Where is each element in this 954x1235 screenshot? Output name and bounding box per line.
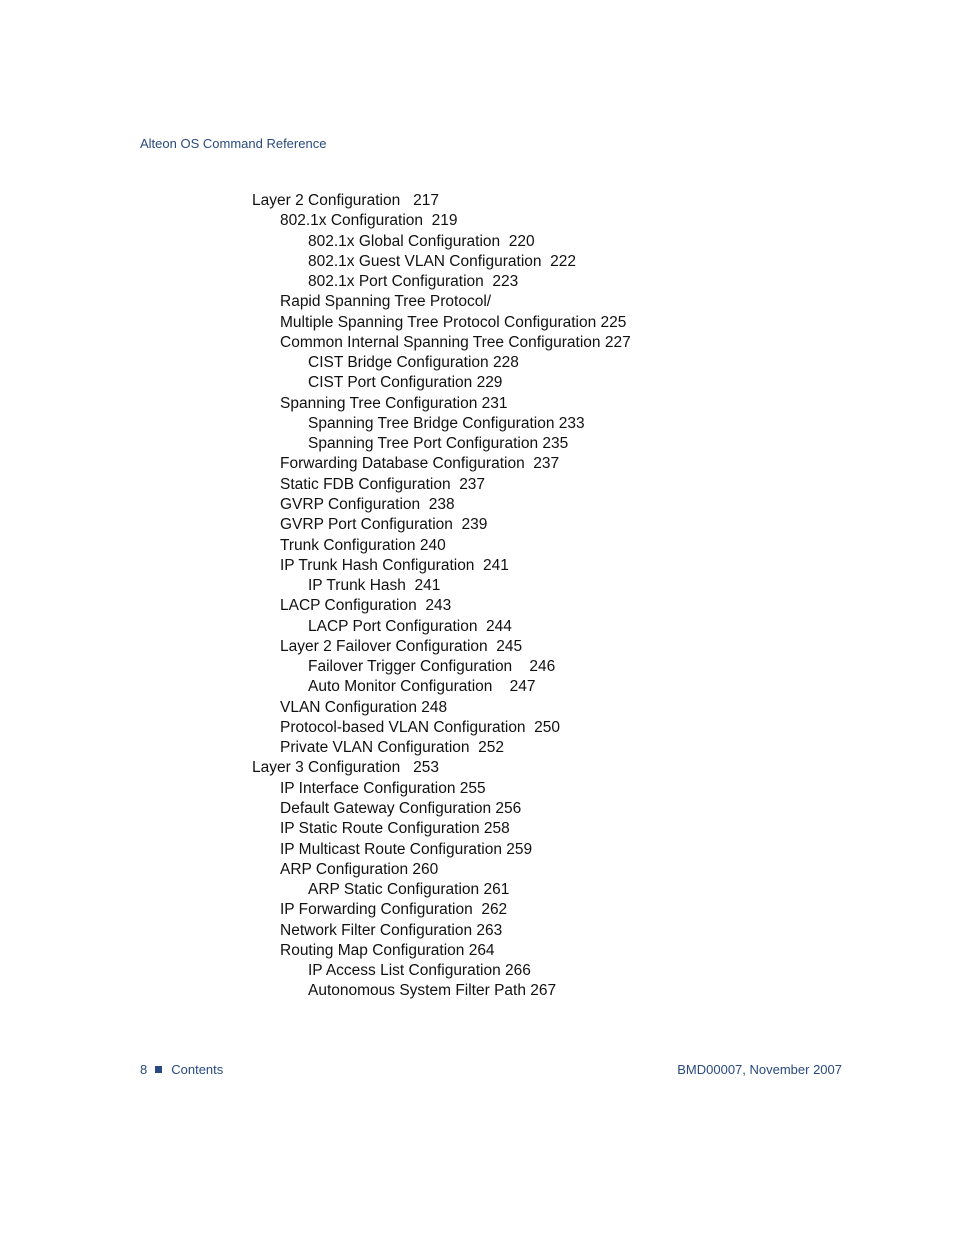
toc-entry: LACP Configuration 243	[280, 597, 452, 615]
toc-entry: IP Static Route Configuration 258	[280, 820, 510, 838]
toc-entry: IP Forwarding Configuration 262	[280, 901, 508, 919]
toc-entry: 802.1x Guest VLAN Configuration 222	[308, 252, 576, 270]
footer-left	[140, 1062, 223, 1077]
toc-entry: CIST Port Configuration 229	[308, 374, 503, 392]
toc-entry: IP Multicast Route Configuration 259	[280, 840, 533, 858]
toc-entry: Protocol-based VLAN Configuration 250	[280, 718, 561, 736]
toc-entry: IP Interface Configuration 255	[280, 779, 486, 797]
toc-entry: Trunk Configuration 240	[280, 536, 446, 554]
toc-entry: IP Access List Configuration 266	[308, 962, 531, 980]
toc-entry: Spanning Tree Port Configuration 235	[308, 435, 569, 453]
table-of-contents	[252, 191, 812, 1002]
toc-entry: IP Trunk Hash Configuration 241	[280, 556, 509, 574]
toc-entry: Routing Map Configuration 264	[280, 941, 495, 959]
toc-entry: Private VLAN Configuration 252	[280, 739, 505, 757]
toc-entry: Autonomous System Filter Path 267	[308, 982, 557, 1000]
toc-entry: Spanning Tree Bridge Configuration 233	[308, 414, 585, 432]
running-head: Alteon OS Command Reference	[140, 136, 327, 151]
toc-entry: Common Internal Spanning Tree Configuration 227	[280, 333, 631, 351]
page-number: 8	[140, 1062, 148, 1077]
toc-entry: VLAN Configuration 248	[280, 698, 448, 716]
footer-section-label: Contents	[171, 1062, 224, 1077]
toc-entry: Multiple Spanning Tree Protocol Configuration 225	[280, 313, 627, 331]
toc-entry: 802.1x Port Configuration 223	[308, 273, 519, 291]
toc-entry: Spanning Tree Configuration 231	[280, 394, 508, 412]
toc-entry: ARP Static Configuration 261	[308, 881, 510, 899]
toc-entry: Default Gateway Configuration 256	[280, 799, 522, 817]
toc-entry: Network Filter Configuration 263	[280, 921, 503, 939]
toc-entry: Rapid Spanning Tree Protocol/	[280, 293, 492, 311]
footer-doc-id: BMD00007, November 2007	[677, 1062, 842, 1077]
toc-entry: 802.1x Global Configuration 220	[308, 232, 535, 250]
toc-entry: GVRP Configuration 238	[280, 495, 455, 513]
toc-entry: Layer 3 Configuration 253	[252, 759, 439, 777]
square-bullet-icon	[155, 1066, 162, 1073]
toc-entry: Layer 2 Configuration 217	[252, 192, 439, 209]
toc-entry: GVRP Port Configuration 239	[280, 516, 488, 534]
toc-entry: 802.1x Configuration 219	[280, 212, 458, 230]
toc-entry: Layer 2 Failover Configuration 245	[280, 637, 523, 655]
toc-entry: Forwarding Database Configuration 237	[280, 455, 560, 473]
toc-entry: ARP Configuration 260	[280, 860, 439, 878]
toc-entry: CIST Bridge Configuration 228	[308, 354, 519, 372]
toc-entry: Static FDB Configuration 237	[280, 475, 486, 493]
toc-entry: Failover Trigger Configuration 246	[308, 658, 556, 676]
toc-entry: IP Trunk Hash 241	[308, 577, 441, 595]
toc-entry: Auto Monitor Configuration 247	[308, 678, 536, 696]
toc-entry: LACP Port Configuration 244	[308, 617, 512, 635]
